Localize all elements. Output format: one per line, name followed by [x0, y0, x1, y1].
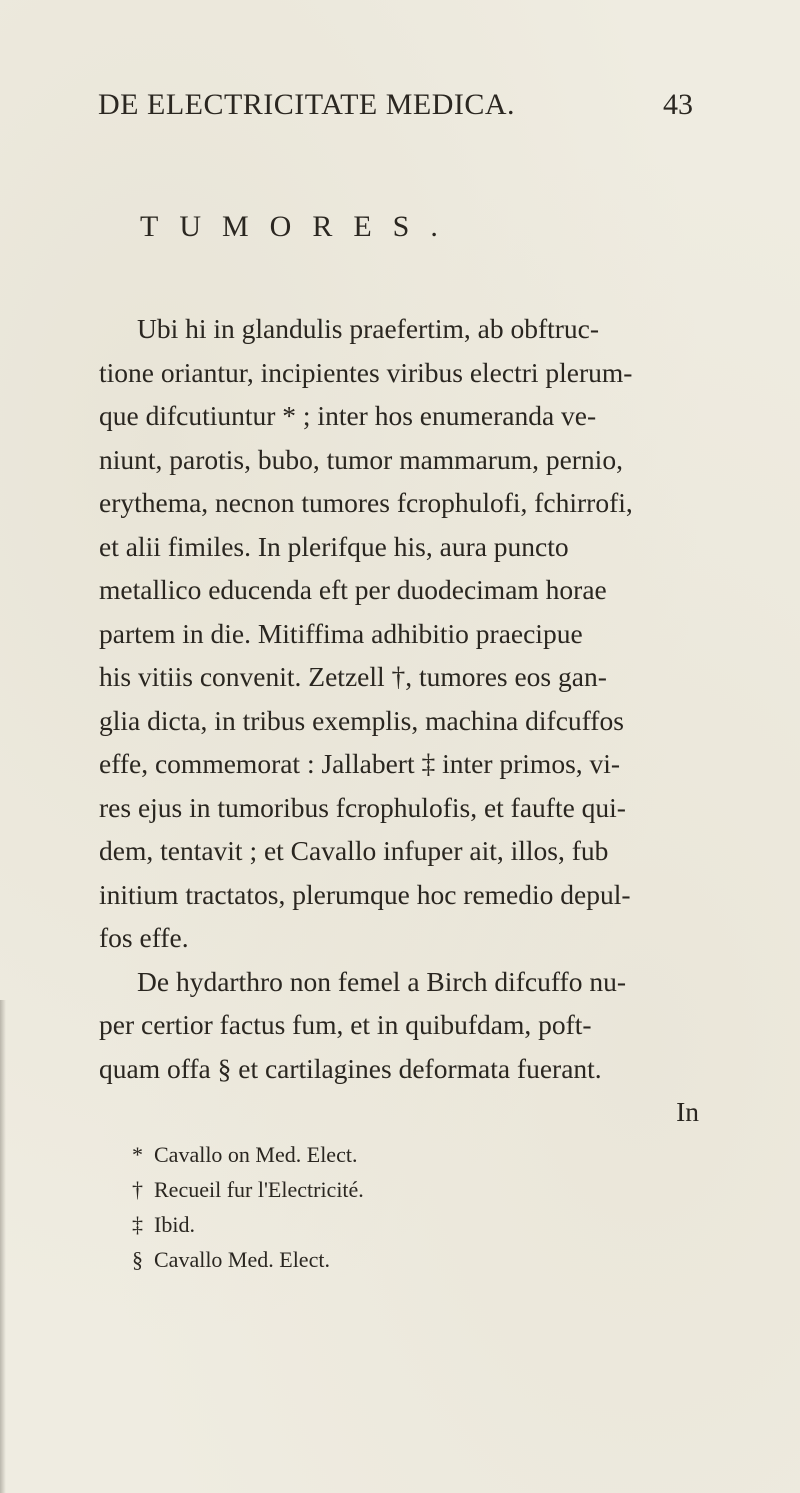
footnote: [132, 1137, 364, 1172]
text-line: niunt, parotis, bubo, tumor mammarum, pernio,: [99, 443, 623, 475]
footnote: [132, 1207, 364, 1242]
text-line: per certior factus fum, et in quibufdam, poft-: [99, 1009, 592, 1040]
text-line: De hydarthro non femel a Birch difcuffo nu-: [137, 965, 626, 997]
text-line: quam offa § et cartilagines deformata fuerant.: [99, 1052, 602, 1084]
text-line: dem, tentavit ; et Cavallo infuper ait, illos, fub: [99, 835, 609, 866]
text-line: fos effe.: [99, 922, 189, 953]
footnotes: [132, 1137, 364, 1277]
text-line: glia dicta, in tribus exemplis, machina difcuffos: [99, 704, 624, 736]
footnote-text: Cavallo Med. Elect.: [154, 1247, 330, 1272]
text-line: effe, commemorat : Jallabert ‡ inter primos, vi-: [99, 748, 621, 779]
page-edge-shadow: [0, 1000, 6, 1493]
footnote: [132, 1242, 364, 1277]
footnote-mark: †: [132, 1177, 143, 1202]
footnote-text: Ibid.: [154, 1212, 195, 1237]
text-line: partem in die. Mitiffima adhibitio praecipue: [99, 617, 583, 649]
text-line: res ejus in tumoribus fcrophulofis, et faufte qui-: [99, 791, 626, 823]
body-text: [99, 307, 699, 1134]
text-line: his vitiis convenit. Zetzell †, tumores eos gan-: [99, 661, 607, 692]
footnote-mark: *: [132, 1142, 143, 1167]
footnote: [132, 1172, 364, 1207]
text-line: erythema, necnon tumores fcrophulofi, fchirrofi,: [99, 487, 633, 518]
footnote-mark: ‡: [132, 1212, 143, 1237]
catchword: In: [676, 1096, 699, 1127]
footnote-text: Recueil fur l'Electricité.: [154, 1177, 364, 1202]
footnote-mark: §: [132, 1247, 143, 1272]
text-line: metallico educenda eft per duodecimam horae: [99, 574, 607, 605]
text-line: initium tractatos, plerumque hoc remedio depul-: [99, 878, 631, 910]
footnote-text: Cavallo on Med. Elect.: [154, 1142, 358, 1167]
running-head: DE ELECTRICITATE MEDICA.: [98, 88, 516, 121]
text-line: Ubi hi in glandulis praefertim, ab obftruc-: [137, 313, 600, 344]
section-title: TUMORES.: [140, 210, 459, 243]
text-line: et alii fimiles. In plerifque his, aura puncto: [99, 530, 569, 562]
text-line: tione oriantur, incipientes viribus electri plerum-: [99, 356, 633, 388]
text-line: que difcutiuntur * ; inter hos enumeranda ve-: [99, 400, 597, 431]
page-number: 43: [663, 88, 693, 121]
